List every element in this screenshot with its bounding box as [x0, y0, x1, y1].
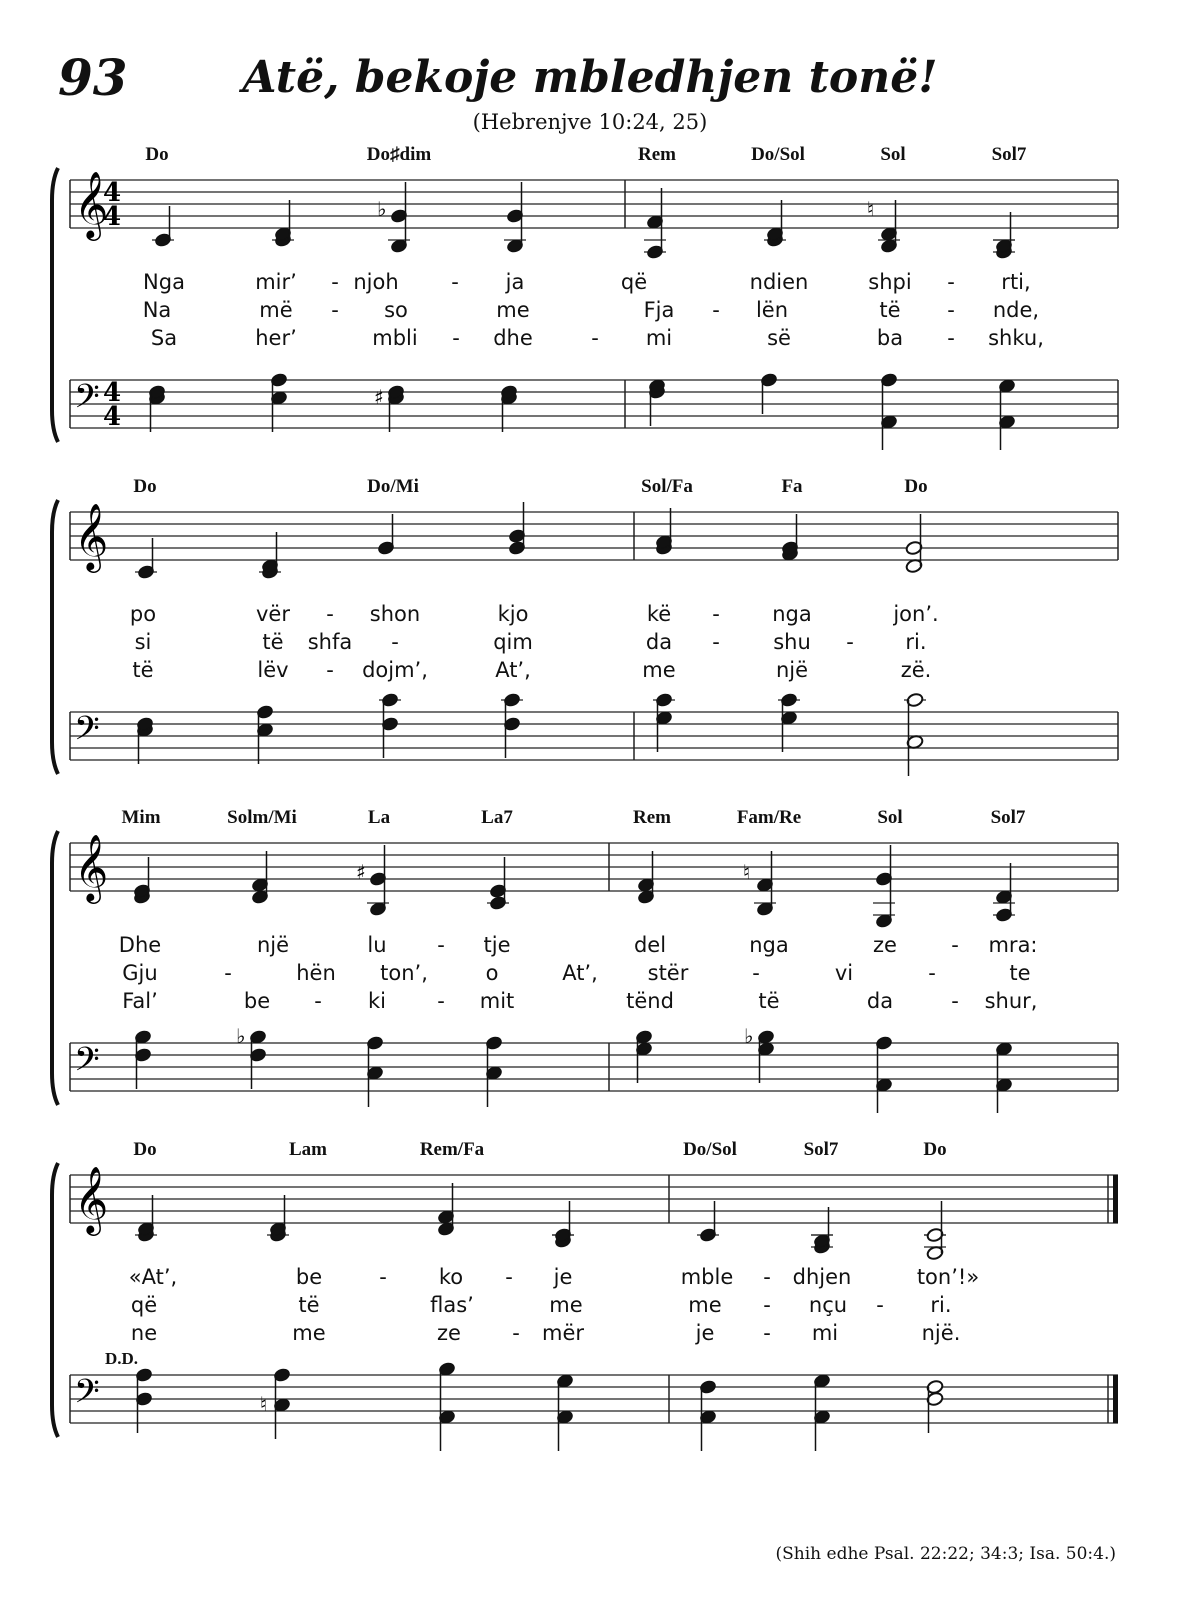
- lyric-syllable: një: [775, 658, 809, 682]
- time-signature-numerator: 4: [102, 178, 122, 208]
- music-system: [0, 1135, 1200, 1455]
- bass-note: [136, 716, 154, 764]
- lyric-syllable: da: [866, 989, 894, 1013]
- lyric-hyphen: -: [951, 989, 959, 1013]
- bass-note: [998, 378, 1016, 450]
- lyric-syllable: ze: [873, 933, 897, 957]
- hymn-title: Atë, bekoje mbledhjen tonë!: [242, 52, 938, 103]
- bass-note: [880, 372, 898, 450]
- lyric-syllable: të: [758, 989, 780, 1013]
- chord-symbol: Rem/Fa: [419, 1139, 485, 1160]
- lyric-syllable: stër: [647, 961, 689, 985]
- lyric-syllable: Nga: [143, 270, 185, 294]
- treble-note: [905, 514, 923, 574]
- bass-clef-icon: 𝄢: [74, 378, 100, 424]
- treble-note: [637, 851, 655, 905]
- lyric-hyphen: -: [763, 1265, 771, 1289]
- lyric-syllable: shku,: [988, 326, 1044, 350]
- lyric-syllable: me: [642, 658, 676, 682]
- lyric-syllable: be: [295, 1265, 323, 1289]
- treble-note: [487, 857, 509, 911]
- lyric-syllable: me: [549, 1293, 583, 1317]
- lyric-syllable: ne: [130, 1321, 158, 1345]
- chord-symbol: Fa: [781, 476, 803, 497]
- chord-symbol: Sol: [877, 807, 903, 828]
- treble-note: [552, 1201, 574, 1249]
- lyric-hyphen: -: [951, 933, 959, 957]
- system-bracket: [52, 500, 58, 774]
- lyric-syllable: nga: [772, 602, 812, 626]
- chord-symbol: Do: [145, 144, 169, 165]
- bass-note: [813, 1373, 831, 1451]
- treble-staff: [70, 1165, 1118, 1236]
- bass-note: [500, 384, 518, 432]
- treble-note: [267, 1195, 289, 1243]
- lyric-hyphen: -: [512, 1321, 520, 1345]
- bass-note: [556, 1373, 574, 1451]
- treble-note: [356, 845, 389, 917]
- lyric-hyphen: -: [224, 961, 232, 985]
- lyric-syllable: o: [485, 961, 499, 985]
- lyric-syllable: me: [292, 1321, 326, 1345]
- lyric-syllable: shon: [369, 602, 421, 626]
- treble-note: [655, 508, 673, 556]
- lyric-syllable: Na: [142, 298, 172, 322]
- chord-symbol: La: [367, 807, 391, 828]
- lyric-syllable: me: [496, 298, 530, 322]
- lyric-syllable: lëv: [257, 658, 289, 682]
- chord-symbol: Rem: [638, 144, 676, 165]
- time-signature-denominator: 4: [102, 402, 122, 432]
- lyric-syllable: shfa: [307, 630, 353, 654]
- bass-staff: [70, 1373, 1118, 1423]
- lyric-syllable: të: [262, 630, 284, 654]
- treble-note: [644, 188, 666, 260]
- treble-clef-icon: 𝄞: [74, 833, 109, 901]
- lyric-syllable: që: [620, 270, 648, 294]
- lyric-hyphen: -: [591, 326, 599, 350]
- lyric-syllable: Sa: [150, 326, 178, 350]
- treble-note: [508, 502, 526, 556]
- music-system: [0, 140, 1200, 450]
- lyric-syllable: vi: [834, 961, 854, 985]
- bass-note: [875, 1035, 893, 1113]
- lyric-syllable: po: [129, 602, 157, 626]
- footnote: (Shih edhe Psal. 22:22; 34:3; Isa. 50:4.): [775, 1544, 1116, 1564]
- lyric-syllable: që: [130, 1293, 158, 1317]
- lyric-syllable: «At’,: [128, 1265, 178, 1289]
- bass-clef-icon: 𝄢: [74, 1373, 100, 1419]
- treble-note: [272, 200, 294, 248]
- treble-note: [259, 532, 281, 580]
- system-bracket: [52, 831, 58, 1105]
- chord-symbol: Solm/Mi: [227, 807, 297, 828]
- bass-note: [778, 692, 800, 752]
- bass-note: [760, 372, 778, 414]
- dal-segno-marking: D.D.: [105, 1349, 139, 1368]
- flat-accidental-icon: ♭: [377, 197, 387, 221]
- chord-symbol: Sol: [880, 144, 906, 165]
- lyric-syllable: te: [1009, 961, 1031, 985]
- bass-note: [148, 384, 166, 432]
- nat-accidental-icon: ♮: [867, 197, 875, 221]
- chord-symbol: Do/Sol: [683, 1139, 737, 1160]
- flat-accidental-icon: ♭: [744, 1024, 754, 1048]
- system-bracket: [52, 168, 58, 442]
- sharp-accidental-icon: ♯: [356, 860, 366, 884]
- treble-note: [135, 538, 157, 580]
- bass-note: [256, 704, 274, 764]
- bass-note: [134, 1029, 152, 1089]
- bass-note: [260, 1367, 291, 1439]
- lyric-syllable: ton’!»: [916, 1265, 980, 1289]
- treble-note: [437, 1183, 455, 1237]
- lyric-hyphen: -: [947, 298, 955, 322]
- treble-note: [781, 514, 799, 562]
- bass-note: [926, 1379, 944, 1433]
- chord-symbol: Sol7: [990, 807, 1026, 828]
- lyric-syllable: zë.: [900, 658, 932, 682]
- treble-staff: [70, 833, 1118, 904]
- lyric-hyphen: -: [763, 1321, 771, 1345]
- lyric-hyphen: -: [928, 961, 936, 985]
- lyric-syllable: një.: [921, 1321, 961, 1345]
- lyric-syllable: je: [553, 1265, 573, 1289]
- bass-clef-icon: 𝄢: [74, 1041, 100, 1087]
- staff-notation: [0, 1135, 1200, 1455]
- chord-symbol: Sol7: [991, 144, 1027, 165]
- treble-note: [924, 1201, 946, 1261]
- lyric-syllable: dhe: [493, 326, 533, 350]
- lyric-syllable: ze: [437, 1321, 461, 1345]
- nat-accidental-icon: ♮: [260, 1392, 268, 1416]
- chord-symbol: Rem: [633, 807, 671, 828]
- lyric-syllable: mër: [541, 1321, 585, 1345]
- lyric-syllable: nçu: [808, 1293, 848, 1317]
- treble-note: [993, 863, 1015, 923]
- lyric-syllable: një: [256, 933, 290, 957]
- time-signature-denominator: 4: [102, 202, 122, 232]
- lyric-syllable: flas’: [430, 1293, 474, 1317]
- lyric-hyphen: -: [712, 602, 720, 626]
- chord-symbol: Do: [904, 476, 928, 497]
- treble-staff: [70, 502, 1118, 573]
- music-system: [0, 803, 1200, 1113]
- lyric-syllable: kë: [646, 602, 672, 626]
- lyric-hyphen: -: [505, 1265, 513, 1289]
- lyric-syllable: ki: [368, 989, 386, 1013]
- lyric-syllable: shpi: [868, 270, 912, 294]
- lyric-hyphen: -: [947, 326, 955, 350]
- bass-note: [485, 1035, 503, 1107]
- sharp-accidental-icon: ♯: [374, 385, 384, 409]
- lyric-syllable: ja: [505, 270, 525, 294]
- treble-note: [764, 200, 786, 248]
- chord-symbol: Fam/Re: [736, 807, 802, 828]
- treble-note: [133, 857, 151, 905]
- music-system: [0, 472, 1200, 782]
- nat-accidental-icon: ♮: [743, 860, 751, 884]
- time-signature-numerator: 4: [102, 378, 122, 408]
- lyric-syllable: At’,: [495, 658, 531, 682]
- bass-note: [270, 372, 288, 432]
- lyric-syllable: tje: [483, 933, 511, 957]
- chord-symbol: Do♯dim: [366, 144, 432, 165]
- lyric-syllable: mble: [680, 1265, 734, 1289]
- bass-staff: [70, 710, 1118, 760]
- treble-clef-icon: 𝄞: [74, 170, 109, 238]
- lyric-hyphen: -: [846, 630, 854, 654]
- lyric-hyphen: -: [379, 1265, 387, 1289]
- lyric-syllable: si: [134, 630, 152, 654]
- treble-note: [993, 212, 1015, 260]
- lyric-syllable: tënd: [626, 989, 674, 1013]
- lyric-syllable: Gju: [122, 961, 158, 985]
- lyric-syllable: shu: [773, 630, 811, 654]
- lyric-syllable: her’: [255, 326, 297, 350]
- chord-symbol: Do/Sol: [751, 144, 805, 165]
- lyric-hyphen: -: [452, 326, 460, 350]
- treble-note: [135, 1195, 157, 1243]
- lyric-hyphen: -: [712, 630, 720, 654]
- lyric-syllable: nga: [749, 933, 789, 957]
- lyric-syllable: të: [132, 658, 154, 682]
- lyric-syllable: Fja: [643, 298, 675, 322]
- lyric-syllable: lu: [367, 933, 387, 957]
- lyric-syllable: nde,: [992, 298, 1040, 322]
- chord-symbol: Lam: [289, 1139, 327, 1160]
- bass-note: [995, 1041, 1013, 1113]
- bass-note: [374, 384, 405, 432]
- lyric-syllable: shur,: [984, 989, 1038, 1013]
- lyric-syllable: qim: [493, 630, 533, 654]
- lyric-syllable: të: [298, 1293, 320, 1317]
- lyric-syllable: të: [879, 298, 901, 322]
- lyric-hyphen: -: [331, 270, 339, 294]
- lyric-hyphen: -: [876, 1293, 884, 1317]
- lyric-syllable: ton’,: [380, 961, 428, 985]
- treble-clef-icon: 𝄞: [74, 1165, 109, 1233]
- lyric-hyphen: -: [763, 1293, 771, 1317]
- flat-accidental-icon: ♭: [236, 1024, 246, 1048]
- lyric-hyphen: -: [326, 602, 334, 626]
- treble-note: [873, 845, 895, 929]
- staff-notation: [0, 803, 1200, 1113]
- lyric-syllable: ko: [438, 1265, 464, 1289]
- chord-symbol: Do: [133, 1139, 157, 1160]
- lyric-syllable: da: [645, 630, 673, 654]
- bass-staff: [70, 1041, 1118, 1091]
- lyric-syllable: mit: [479, 989, 515, 1013]
- lyric-syllable: më: [259, 298, 293, 322]
- lyric-syllable: mbli: [372, 326, 418, 350]
- lyric-syllable: be: [243, 989, 271, 1013]
- lyric-syllable: rti,: [1001, 270, 1031, 294]
- treble-staff: [70, 170, 1118, 241]
- treble-note: [377, 514, 395, 556]
- lyric-syllable: njoh: [353, 270, 399, 294]
- lyric-syllable: ba: [876, 326, 904, 350]
- lyric-syllable: së: [767, 326, 791, 350]
- treble-note: [152, 206, 174, 248]
- chord-symbol: Sol/Fa: [641, 476, 693, 497]
- lyric-syllable: mir’: [255, 270, 297, 294]
- chord-symbol: Mim: [121, 807, 161, 828]
- lyric-syllable: hën: [296, 961, 336, 985]
- bass-note: [904, 692, 926, 776]
- lyric-syllable: je: [695, 1321, 715, 1345]
- chord-symbol: Do/Mi: [367, 476, 419, 497]
- treble-note: [251, 851, 269, 905]
- treble-note: [697, 1201, 719, 1243]
- lyric-hyphen: -: [331, 298, 339, 322]
- treble-note: [867, 197, 900, 254]
- lyric-syllable: vër: [256, 602, 290, 626]
- chord-symbol: Sol7: [803, 1139, 839, 1160]
- lyric-hyphen: -: [947, 270, 955, 294]
- lyric-syllable: del: [633, 933, 667, 957]
- lyric-syllable: dojm’,: [362, 658, 428, 682]
- lyric-hyphen: -: [437, 933, 445, 957]
- lyric-syllable: me: [688, 1293, 722, 1317]
- treble-note: [743, 851, 776, 917]
- lyric-syllable: At’,: [562, 961, 598, 985]
- lyric-syllable: lën: [755, 298, 789, 322]
- lyric-hyphen: -: [391, 630, 399, 654]
- lyric-syllable: mra:: [988, 933, 1038, 957]
- staff-notation: [0, 140, 1200, 450]
- lyric-hyphen: -: [712, 298, 720, 322]
- lyric-syllable: mi: [645, 326, 673, 350]
- bass-staff: [70, 378, 1118, 432]
- lyric-hyphen: -: [326, 658, 334, 682]
- chord-symbol: Do: [133, 476, 157, 497]
- lyric-hyphen: -: [451, 270, 459, 294]
- lyric-syllable: so: [384, 298, 408, 322]
- lyric-syllable: mi: [811, 1321, 839, 1345]
- treble-note: [504, 182, 526, 254]
- lyric-syllable: Dhe: [118, 933, 162, 957]
- bass-clef-icon: 𝄢: [74, 710, 100, 756]
- bass-note: [744, 1024, 775, 1083]
- lyric-syllable: Fal’: [122, 989, 158, 1013]
- scripture-reference: (Hebrenjve 10:24, 25): [472, 110, 708, 134]
- lyric-hyphen: -: [314, 989, 322, 1013]
- lyric-hyphen: -: [752, 961, 760, 985]
- lyric-syllable: kjo: [497, 602, 529, 626]
- bass-note: [366, 1035, 384, 1107]
- bass-note: [653, 692, 675, 752]
- lyric-syllable: dhjen: [792, 1265, 852, 1289]
- bass-note: [648, 378, 666, 426]
- chord-symbol: Do: [923, 1139, 947, 1160]
- lyric-syllable: jon’.: [893, 602, 939, 626]
- lyric-syllable: ndien: [749, 270, 809, 294]
- hymn-number: 93: [58, 48, 128, 107]
- lyric-hyphen: -: [437, 989, 445, 1013]
- chord-symbol: La7: [481, 807, 513, 828]
- lyric-syllable: ri.: [905, 630, 927, 654]
- system-bracket: [52, 1163, 58, 1437]
- treble-clef-icon: 𝄞: [74, 502, 109, 570]
- lyric-syllable: ri.: [930, 1293, 952, 1317]
- staff-notation: [0, 472, 1200, 782]
- treble-note: [811, 1207, 833, 1255]
- bass-note: [635, 1029, 653, 1083]
- bass-note: [699, 1379, 717, 1451]
- treble-note: [377, 182, 410, 254]
